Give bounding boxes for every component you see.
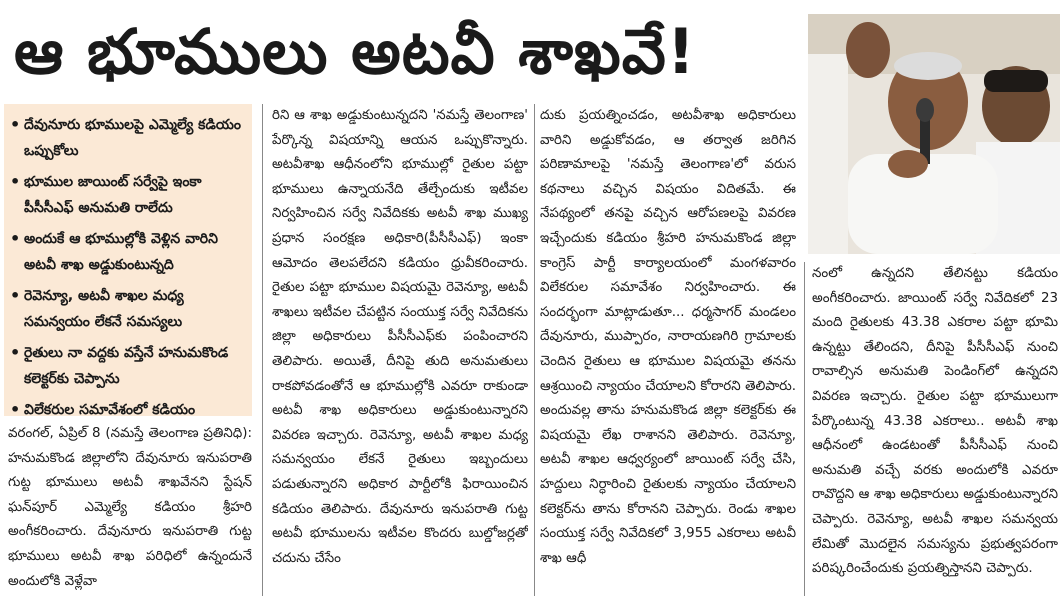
highlight-item	[10, 397, 246, 423]
highlight-text: రెవెన్యూ, అటవీ శాఖల మధ్య సమన్వయం లేకనే సమస్యలు	[24, 288, 184, 330]
news-photo	[808, 14, 1060, 254]
column-divider	[262, 104, 263, 596]
highlight-item	[10, 112, 246, 164]
highlight-item	[10, 340, 246, 392]
highlight-text: భూముల జాయింట్ సర్వేపై ఇంకా పీసీసీఎఫ్ అనుమతి రాలేదు	[24, 174, 202, 216]
article-column-2	[272, 104, 528, 600]
highlight-item	[10, 283, 246, 335]
headline: ఆ భూములు అటవీ శాఖవే!	[14, 15, 697, 88]
highlight-item	[10, 169, 246, 221]
article-column-1	[8, 422, 252, 600]
bullet-icon: •	[10, 229, 21, 248]
bullet-icon: •	[10, 400, 21, 419]
column-divider	[534, 104, 535, 596]
speaker-photo-illustration	[808, 14, 1060, 254]
article-column-3	[540, 104, 796, 600]
highlight-text: దేవునూరు భూములపై ఎమ్మెల్యే కడియం ఒప్పుకోలు	[24, 117, 241, 159]
highlight-text: రైతులు నా వద్దకు వస్తేనే హనుమకొండ కలెక్టర్‌కు చెప్పాను	[24, 345, 229, 387]
bullet-icon: •	[10, 343, 21, 362]
highlight-text: విలేకరుల సమావేశంలో కడియం	[24, 402, 196, 418]
bullet-icon: •	[10, 172, 21, 191]
article-column-4	[812, 262, 1058, 600]
article-text: రిని ఆ శాఖ అడ్డుకుంటున్నదని 'నమస్తే తెలంగాణ' పేర్కొన్న విషయాన్ని ఆయన ఒప్పుకొన్నారు. అటవీశాఖ ఆధీనంలోని భూముల్లో రైతుల పట్టా భూములు ఉన్నాయనేది తేల్చేందుకు ఇటీవల నిర్వహించిన సర్వే నివేదికకు అటవీ శాఖ ముఖ్య ప్రధాన సంరక్షణ అధికారి(పీసీసీఎఫ్) ఇంకా ఆమోదం తెలపలేదని కడియం ధ్రువీకరించారు. రైతుల పట్టా భూముల విషయమై రెవెన్యూ, అటవీ శాఖలు ఇటీవల చేపట్టిన సంయుక్త సర్వే నివేదికను జిల్లా అధికారులు పీసీసీఎఫ్‌కు పంపించారని తెలిపారు. అయితే, దీనిపై తుది అనుమతులు రాకపోవడంతోనే ఆ భూముల్లోకి ఎవరూ రాకుండా అటవీ శాఖ అధికారులు అడ్డుకుంటున్నారని వివరణ ఇచ్చారు. రెవెన్యూ, అటవీ శాఖల మధ్య సమన్వయం లేకనే రైతులు ఇబ్బందులు పడుతున్నారని అధికార పార్టీలోకి ఫిరాయించిన కడియం తెలిపారు. దేవునూరు ఇనుపరాతి గుట్ట అటవీ భూములను ఇటీవల కొందరు బుల్డోజర్లతో చదును చేసేం	[272, 108, 528, 566]
highlight-item	[10, 226, 246, 278]
article-text: నంలో ఉన్నదని తేలినట్టు కడియం అంగీకరించారు. జాయింట్ సర్వే నివేదికలో 23 మంది రైతులకు 43.38 ఎకరాల పట్టా భూమి ఉన్నట్టు తేలిందని, దీనిపై పీసీసీఎఫ్ నుంచి రావాల్సిన అనుమతి పెండింగ్‌లో ఉన్నదని వివరణ ఇచ్చారు. రైతుల పట్టా భూములుగా పేర్కొంటున్న 43.38 ఎకరాలు.. అటవీ శాఖ ఆధీనంలో ఉండటంతో పీసీసీఎఫ్ నుంచి అనుమతి వచ్చే వరకు అందులోకి ఎవరూ రావొద్దని ఆ శాఖ అధికారులు అడ్డుకుంటున్నారని చెప్పారు. రెవెన్యూ, అటవీ శాఖల సమన్వయ లేమితో మొదలైన సమస్యను ప్రభుత్వపరంగా పరిష్కరించేందుకు ప్రయత్నిస్తానని చెప్పారు.	[812, 266, 1058, 577]
column-divider	[804, 262, 805, 596]
highlight-text: అందుకే ఆ భూముల్లోకి వెళ్లిన వారిని అటవీ శాఖ అడ్డుకుంటున్నది	[24, 231, 218, 273]
bullet-icon: •	[10, 115, 21, 134]
article-text: వరంగల్, ఏప్రిల్ 8 (నమస్తే తెలంగాణ ప్రతినిధి): హనుమకొండ జిల్లాలోని దేవునూరు ఇనుపరాతి గుట్ట భూములు అటవీ శాఖవేనని స్టేషన్ ఘన్‌పూర్ ఎమ్మెల్యే కడియం శ్రీహరి అంగీకరించారు. దేవునూరు ఇనుపరాతి గుట్ట భూములు అటవీ శాఖ పరిధిలో ఉన్నందునే అందులోకి వెళ్లేవా	[8, 426, 252, 589]
bullet-icon: •	[10, 286, 21, 305]
article-text: దుకు ప్రయత్నించడం, అటవీశాఖ అధికారులు వారిని అడ్డుకోవడం, ఆ తర్వాత జరిగిన పరిణామాలపై 'నమస్తే తెలంగాణ'లో వరుస కథనాలు వచ్చిన విషయం విదితమే. ఈ నేపథ్యంలో తనపై వచ్చిన ఆరోపణలపై వివరణ ఇచ్చేందుకు కడియం శ్రీహరి హనుమకొండ జిల్లా కాంగ్రెస్ పార్టీ కార్యాలయంలో మంగళవారం విలేకరుల సమావేశం నిర్వహించారు. ఈ సందర్భంగా మాట్లాడుతూ... ధర్మసాగర్ మండలం దేవునూరు, ముప్పారం, నారాయణగిరి గ్రామాలకు చెందిన రైతులు ఆ భూముల విషయమై తనను ఆశ్రయించి న్యాయం చేయాలని కోరారని తెలిపారు. అందువల్ల తాను హనుమకొండ జిల్లా కలెక్టర్‌కు ఈ విషయమై లేఖ రాశానని తెలిపారు. రెవెన్యూ, అటవీ శాఖల ఆధ్వర్యంలో జాయింట్ సర్వే చేసి, హద్దులు నిర్ధారించి రైతులకు న్యాయం చేయాలని కలెక్టర్‌ను తాను కోరానని చెప్పారు. రెండు శాఖల సంయుక్త సర్వే నివేదికలో 3,955 ఎకరాలు అటవీ శాఖ ఆధీ	[540, 108, 796, 566]
highlights-box	[4, 104, 252, 419]
